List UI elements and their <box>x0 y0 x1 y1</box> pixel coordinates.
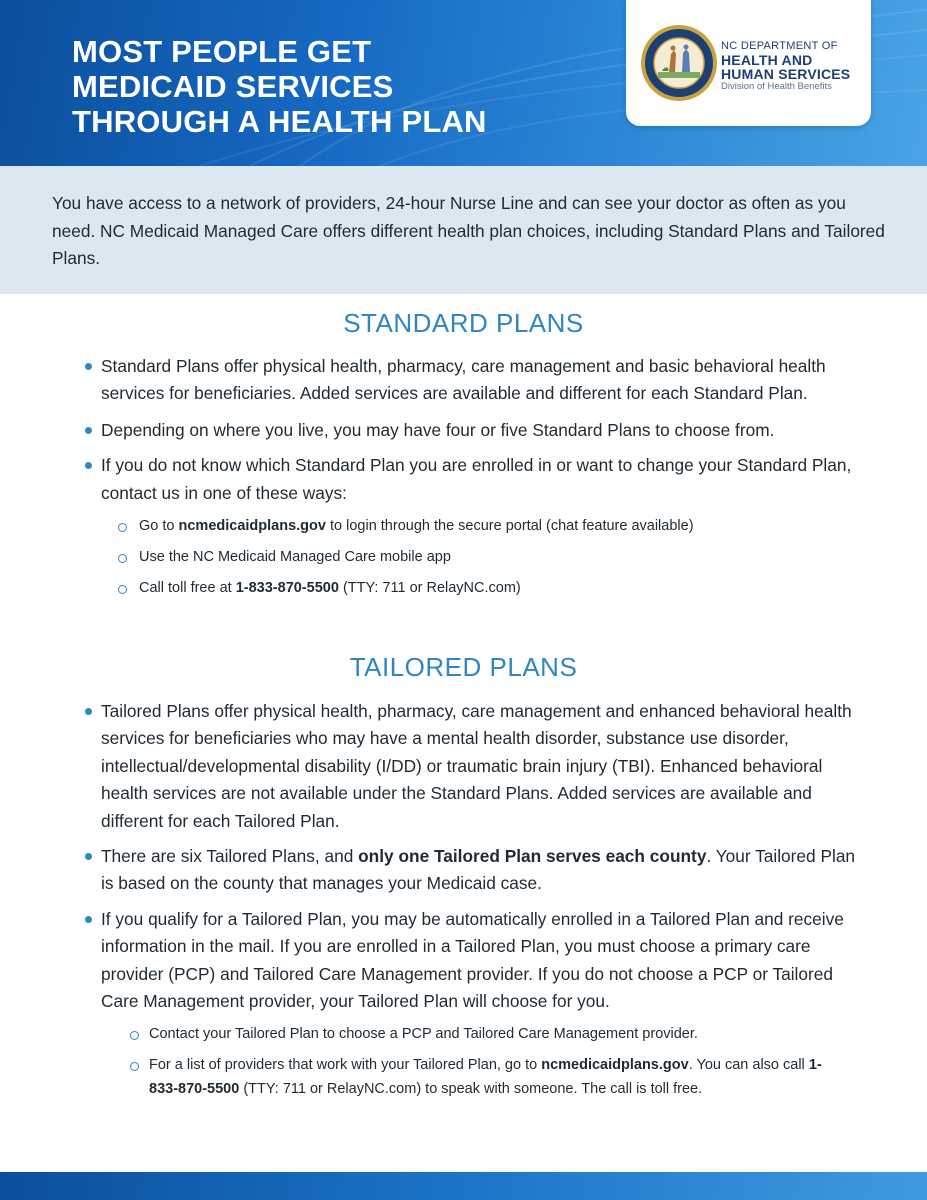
list-item <box>0 843 927 898</box>
sub-item-text: Use the NC Medicaid Managed Care mobile app <box>139 549 451 566</box>
bullet-dot-icon <box>85 916 92 923</box>
logo-division-line: Division of Health Benefits <box>721 81 832 92</box>
list-item <box>0 417 927 444</box>
sub-item-text: Call toll free at <box>139 580 236 597</box>
list-item-text: If you qualify for a Tailored Plan, you may be automatically enrolled in a Tailored Plan and receive information in the mail. If you are enrolled in a Tailored Plan, you must choose a primary care provider (PCP) and Tailored Care Management provider. If you do not choose a PCP or Tailored Care Management provider, your Tailored Plan will choose for you. <box>101 908 844 1012</box>
tailored-plans-heading: TAILORED PLANS <box>349 652 578 682</box>
list-item <box>0 353 927 408</box>
ncdhhs-logo <box>626 0 871 126</box>
bullet-dot-icon <box>85 427 92 434</box>
bullet-dot-icon <box>85 462 92 469</box>
list-item-text: . Your Tailored Plan is based on the county that manages your Medicaid case. <box>101 846 856 894</box>
footer-bar <box>0 1172 927 1200</box>
standard-plans-heading: STANDARD PLANS <box>343 308 584 338</box>
circle-bullet-icon <box>118 585 127 594</box>
logo-text <box>721 40 850 93</box>
list-item <box>0 698 927 835</box>
sub-item-text: Contact your Tailored Plan to choose a PCP and Tailored Care Management provider. <box>149 1026 698 1043</box>
logo-health-line: HEALTH AND <box>721 52 813 68</box>
list-item <box>0 452 927 507</box>
list-item-text: If you do not know which Standard Plan you are enrolled in or want to change your Standard Plan, contact us in one of these ways: <box>101 455 852 503</box>
nc-state-seal-icon <box>640 24 718 102</box>
circle-bullet-icon <box>130 1031 139 1040</box>
bullet-dot-icon <box>85 853 92 860</box>
website-link[interactable]: ncmedicaidplans.gov <box>541 1057 689 1074</box>
sub-item-text: . You can also call <box>688 1057 809 1074</box>
logo-department-line: NC DEPARTMENT OF <box>721 40 838 52</box>
circle-bullet-icon <box>118 523 127 532</box>
website-link[interactable]: ncmedicaidplans.gov <box>178 518 326 535</box>
sub-item-text: (TTY: 711 or RelayNC.com) to speak with someone. The call is toll free. <box>239 1081 703 1098</box>
sub-list-item <box>0 545 927 569</box>
tailored-plans-list <box>0 698 927 1101</box>
list-item-emphasis: only one Tailored Plan serves each county <box>358 846 707 867</box>
sub-item-text: Go to <box>139 518 179 535</box>
standard-plans-list <box>0 353 927 600</box>
page-title <box>72 34 487 139</box>
bullet-dot-icon <box>85 708 92 715</box>
page-title-line: MEDICAID SERVICES <box>72 69 394 104</box>
sub-item-text: (TTY: 711 or RelayNC.com) <box>338 580 521 597</box>
phone-number[interactable]: 1-833-870-5500 <box>235 580 339 597</box>
logo-human-services-line: HUMAN SERVICES <box>721 66 851 82</box>
sub-item-text: to login through the secure portal (chat feature available) <box>325 518 694 535</box>
list-item-text: Tailored Plans offer physical health, pharmacy, care management and enhanced behavioral health services for beneficiaries who may have a mental health disorder, substance use disorder, intellectual/developmental disability (I/DD) or traumatic brain injury (TBI). Enhanced behavioral health services are not available under the Standard Plans. Added services are available and different for each Tailored Plan. <box>101 701 852 831</box>
circle-bullet-icon <box>118 554 127 563</box>
sub-list-item <box>0 576 927 600</box>
bullet-dot-icon <box>85 363 92 370</box>
sub-list-item <box>0 1053 927 1101</box>
list-item-text: There are six Tailored Plans, and <box>101 846 359 867</box>
intro-text: You have access to a network of providers, 24-hour Nurse Line and can see your doctor as often as you need. NC Medicaid Managed Care offers different health plan choices, including Standard Plans and Tailored Plans. <box>52 193 885 268</box>
list-item <box>0 906 927 1016</box>
sub-item-text: For a list of providers that work with your Tailored Plan, go to <box>149 1057 542 1074</box>
page-title-line: MOST PEOPLE GET <box>72 34 372 69</box>
intro-panel <box>0 166 927 294</box>
circle-bullet-icon <box>130 1062 139 1071</box>
list-item-text: Standard Plans offer physical health, pharmacy, care management and basic behavioral health services for beneficiaries. Added services are available and different for each Standard Plan. <box>101 356 826 404</box>
list-item-text: Depending on where you live, you may have four or five Standard Plans to choose from. <box>101 419 775 440</box>
phone-number[interactable]: 1-833-870-5500 <box>149 1057 822 1098</box>
sub-list-item <box>0 1022 927 1046</box>
sub-list-item <box>0 514 927 538</box>
page-title-line: THROUGH A HEALTH PLAN <box>72 104 487 139</box>
